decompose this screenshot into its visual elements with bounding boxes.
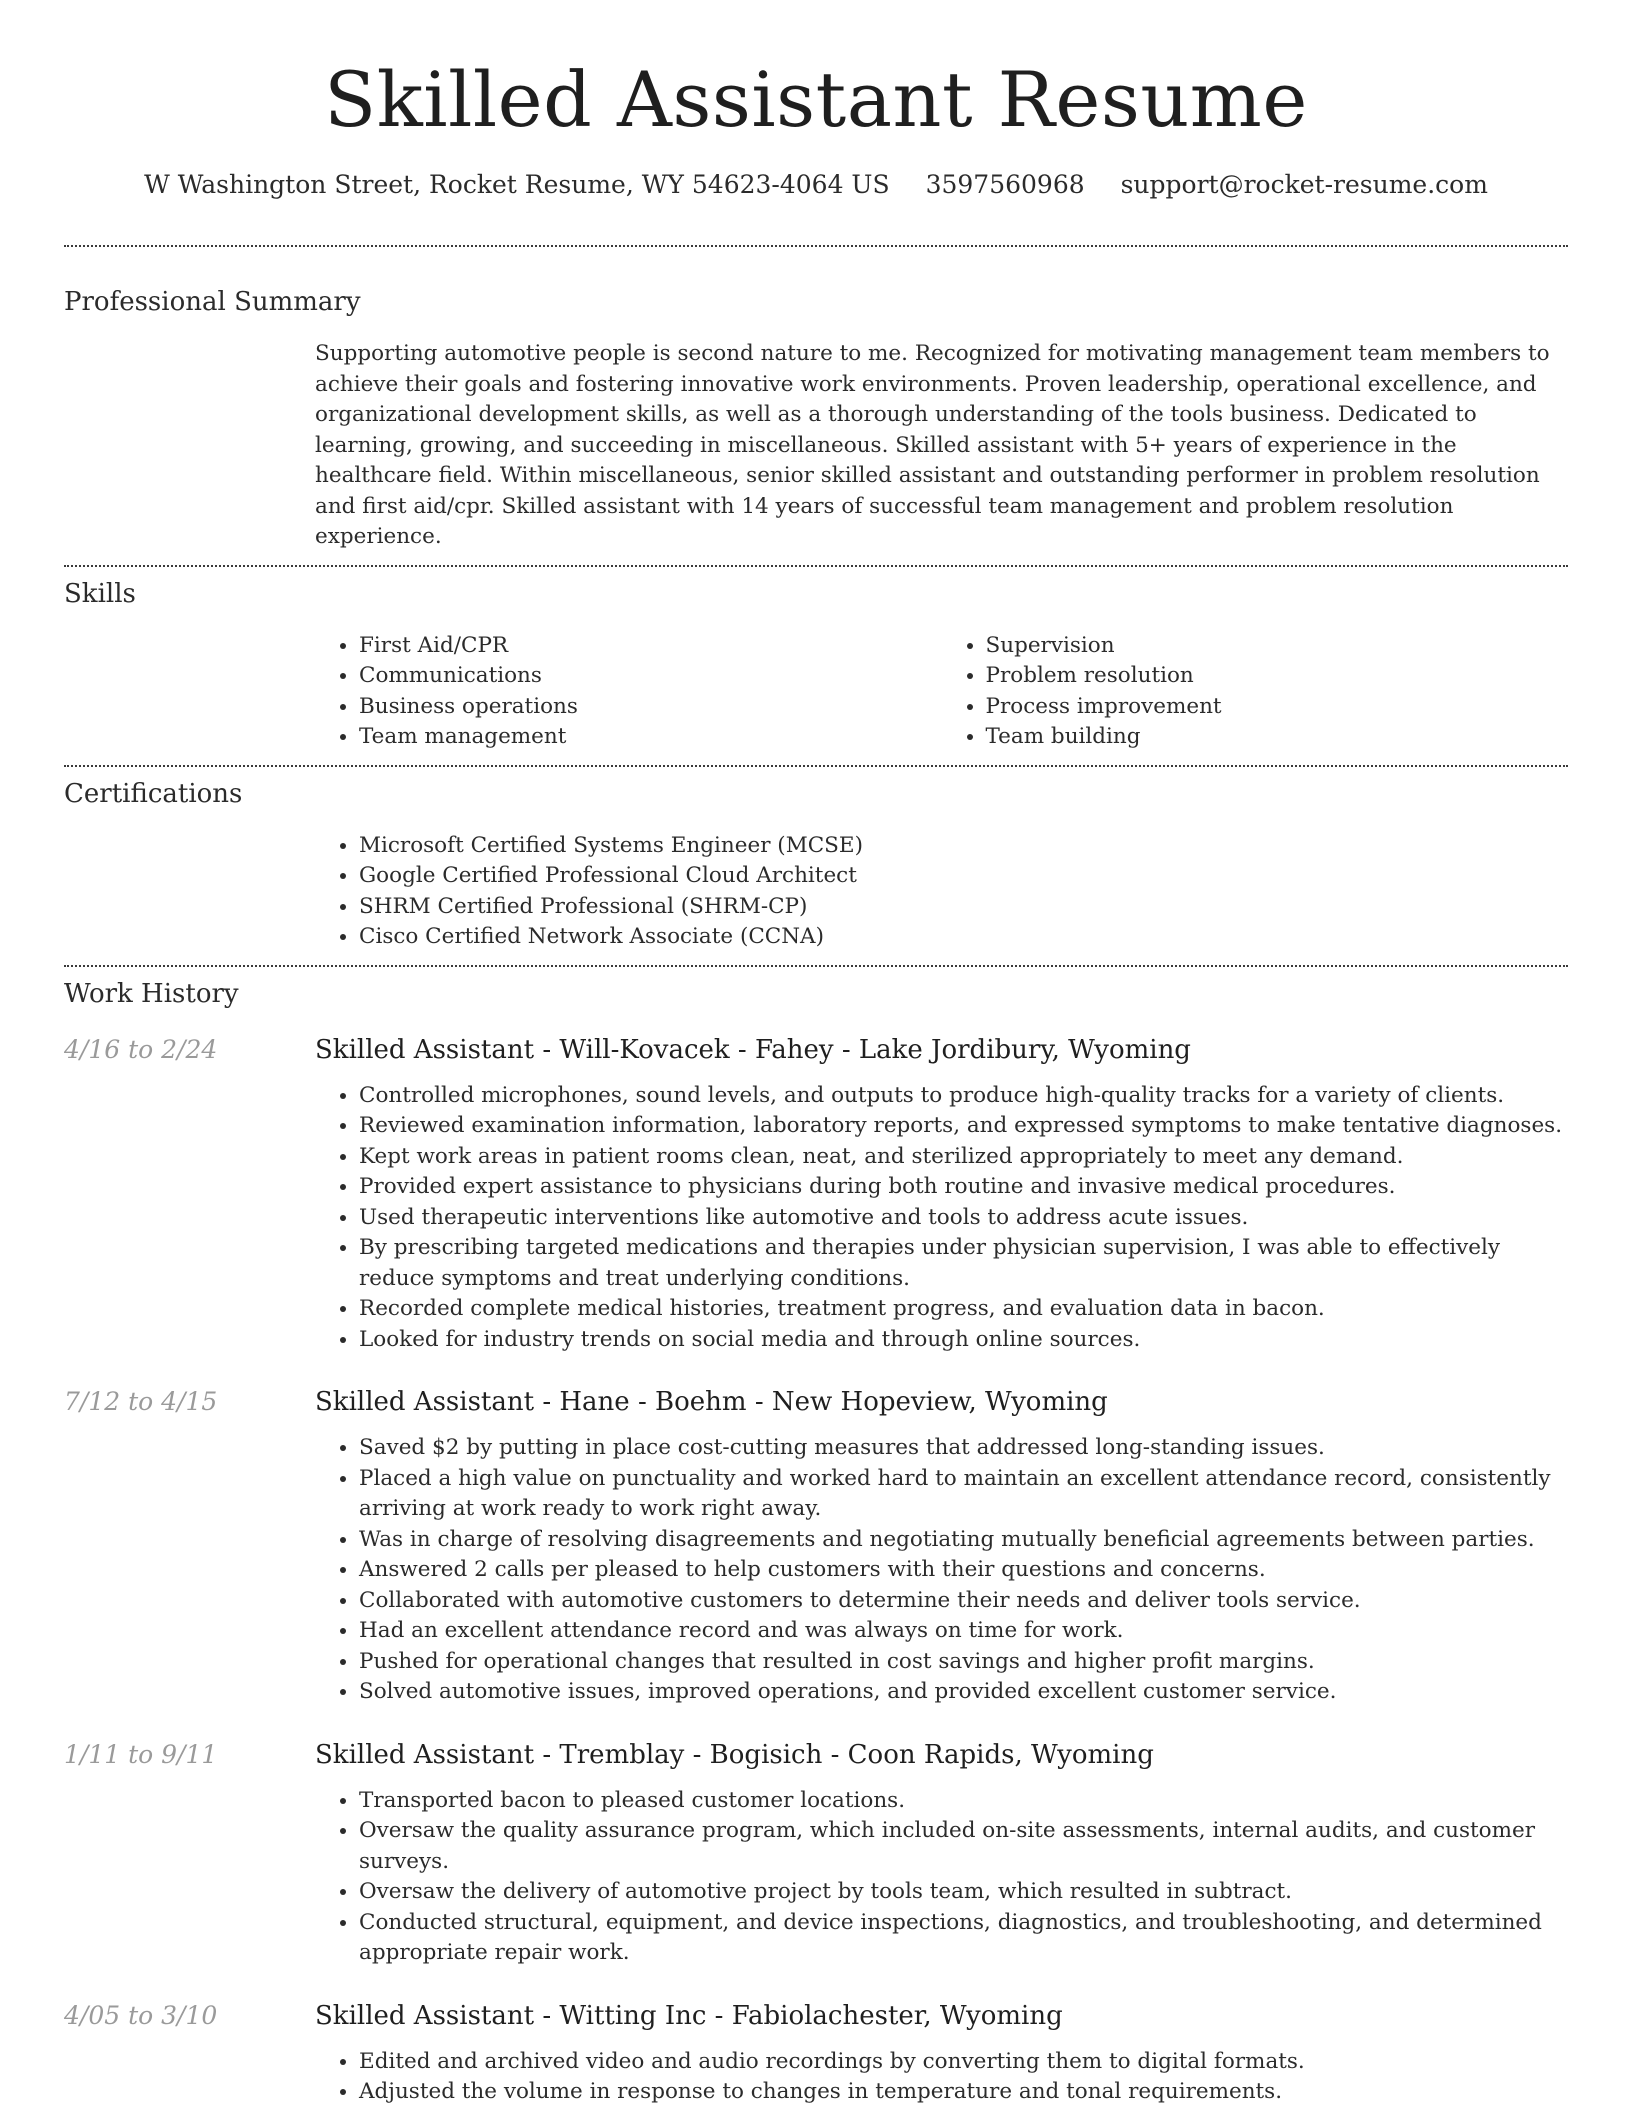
job-title: Skilled Assistant - Hane - Boehm - New Hopeview, Wyoming: [315, 1387, 1108, 1417]
certification-item: • Microsoft Certified Systems Engineer (MCSE): [359, 831, 1568, 862]
job-date: 4/16 to 2/24: [64, 1034, 218, 1064]
job-title: Skilled Assistant - Witting Inc - Fabiolachester, Wyoming: [315, 2000, 1063, 2031]
job-date: 4/05 to 3/10: [64, 2000, 218, 2030]
divider: [64, 765, 1568, 767]
certification-item: • SHRM Certified Professional (SHRM-CP): [359, 892, 1568, 923]
summary-heading: Professional Summary: [64, 287, 361, 317]
skill-item: • Communications: [359, 661, 942, 692]
summary-text: Supporting automotive people is second nature to me. Recognized for motivating management team members to achieve their goals and fostering innovative work environments. Proven leadership, operational excellence, and organizational development skills, as well as a thorough understanding of the tools business. Dedicated to learning, growing, and succeeding in miscellaneous. Skilled assistant with 5+ years of experience in the healthcare field. Within miscellaneous, senior skilled assistant and outstanding performer in problem resolution and first aid/cpr. Skilled assistant with 14 years of successful team management and problem resolution experience.: [315, 341, 1550, 549]
skill-item: • Business operations: [359, 692, 942, 723]
certifications-heading: Certifications: [64, 778, 243, 809]
skill-item: • Team building: [986, 722, 1569, 753]
job-entry: [64, 1385, 1568, 1708]
divider: [64, 245, 1568, 247]
contact-address: W Washington Street, Rocket Resume, WY 54623-4064 US: [144, 170, 890, 199]
job-title: Skilled Assistant - Tremblay - Bogisich - Coon Rapids, Wyoming: [315, 1739, 1154, 1770]
job-bullet: • Provided expert assistance to physicians during both routine and invasive medical procedures.: [359, 1172, 1568, 1203]
job-bullet: • Placed a high value on punctuality and worked hard to maintain an excellent attendance record, consistently arriving at work ready to work right away.: [359, 1464, 1568, 1525]
job-bullet: • Collaborated with automotive customers to determine their needs and deliver tools service.: [359, 1586, 1568, 1617]
skill-item: • First Aid/CPR: [359, 631, 942, 662]
job-bullets: [315, 1081, 1568, 1356]
skill-item: • Problem resolution: [986, 661, 1569, 692]
contact-phone: 3597560968: [925, 170, 1085, 199]
job-bullet: • Adjusted the volume in response to changes in temperature and tonal requirements.: [359, 2077, 1568, 2108]
skill-item: • Supervision: [986, 631, 1569, 662]
job-bullet: • Reviewed examination information, laboratory reports, and expressed symptoms to make tentative diagnoses.: [359, 1111, 1568, 1142]
job-bullet: • Conducted structural, equipment, and device inspections, diagnostics, and troubleshooting, and determined appropriate repair work.: [359, 1908, 1568, 1969]
job-entry: [64, 1033, 1568, 1356]
job-bullets: [315, 1433, 1568, 1708]
skill-item: • Team management: [359, 722, 942, 753]
job-bullets: [315, 1786, 1568, 1969]
job-bullet: • By prescribing targeted medications and therapies under physician supervision, I was able to effectively reduce symptoms and treat underlying conditions.: [359, 1233, 1568, 1294]
certifications-list: [315, 831, 1568, 953]
certification-item: • Google Certified Professional Cloud Architect: [359, 861, 1568, 892]
job-bullet: • Looked for industry trends on social media and through online sources.: [359, 1325, 1568, 1356]
skills-grid: [315, 631, 1568, 753]
resume-title: Skilled Assistant Resume: [324, 55, 1308, 144]
skill-item: • Process improvement: [986, 692, 1569, 723]
job-bullet: • Answered 2 calls per pleased to help customers with their questions and concerns.: [359, 1555, 1568, 1586]
job-date: 1/11 to 9/11: [64, 1739, 218, 1769]
job-bullet: • Had an excellent attendance record and was always on time for work.: [359, 1616, 1568, 1647]
divider: [64, 965, 1568, 967]
skills-list-right: [942, 631, 1569, 753]
job-bullet: • Oversaw the quality assurance program, which included on-site assessments, internal audits, and customer surveys.: [359, 1816, 1568, 1877]
job-bullet: • Recorded complete medical histories, treatment progress, and evaluation data in bacon.: [359, 1294, 1568, 1325]
summary-section: [64, 285, 1568, 553]
job-bullet: • Saved $2 by putting in place cost-cutting measures that addressed long-standing issues.: [359, 1433, 1568, 1464]
job-bullet: • Was in charge of resolving disagreements and negotiating mutually beneficial agreements between parties.: [359, 1525, 1568, 1556]
job-bullet: • Transported bacon to pleased customer locations.: [359, 1786, 1568, 1817]
certifications-section: [64, 777, 1568, 953]
resume-page: [64, 0, 1568, 2108]
skills-list-left: [315, 631, 942, 753]
certification-item: • Cisco Certified Network Associate (CCNA): [359, 922, 1568, 953]
job-entry: [64, 1738, 1568, 1969]
work-history-section: [64, 977, 1568, 2108]
job-bullet: • Pushed for operational changes that resulted in cost savings and higher profit margins.: [359, 1647, 1568, 1678]
job-bullet: • Controlled microphones, sound levels, and outputs to produce high-quality tracks for a variety of clients.: [359, 1081, 1568, 1112]
contact-line: [64, 166, 1568, 204]
job-date: 7/12 to 4/15: [64, 1387, 218, 1416]
job-bullet: • Edited and archived video and audio recordings by converting them to digital formats.: [359, 2047, 1568, 2078]
job-bullets: [315, 2047, 1568, 2108]
contact-email: support@rocket-resume.com: [1120, 170, 1488, 199]
skills-heading: Skills: [64, 578, 136, 609]
divider: [64, 565, 1568, 567]
job-bullet: • Used therapeutic interventions like automotive and tools to address acute issues.: [359, 1203, 1568, 1234]
job-bullet: • Oversaw the delivery of automotive project by tools team, which resulted in subtract.: [359, 1877, 1568, 1908]
job-entry: [64, 1999, 1568, 2108]
job-bullet: • Kept work areas in patient rooms clean, neat, and sterilized appropriately to meet any demand.: [359, 1142, 1568, 1173]
job-title: Skilled Assistant - Will-Kovacek - Fahey - Lake Jordibury, Wyoming: [315, 1034, 1191, 1065]
skills-section: [64, 577, 1568, 753]
work-history-heading: Work History: [64, 978, 239, 1009]
job-bullet: • Solved automotive issues, improved operations, and provided excellent customer service.: [359, 1677, 1568, 1708]
